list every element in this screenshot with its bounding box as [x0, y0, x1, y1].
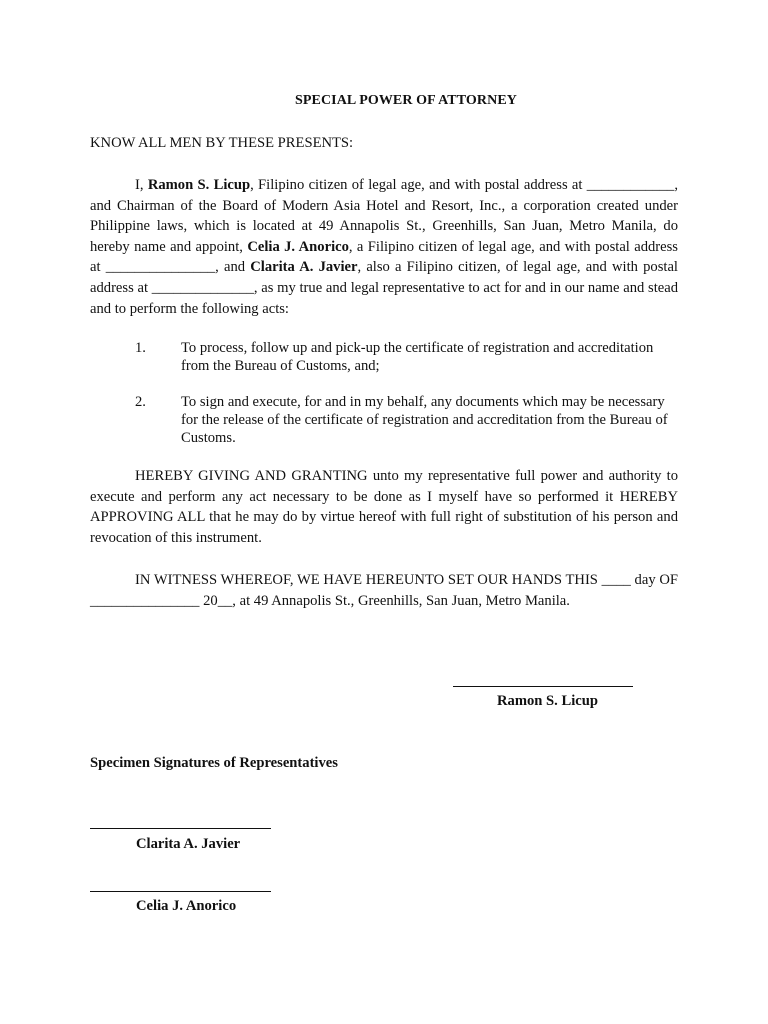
agent-name-2: Clarita A. Javier [250, 259, 358, 276]
intro-paragraph [90, 175, 678, 319]
act-text: To process, follow up and pick-up the certificate of registration and accreditation from the Bureau of Customs, and; [181, 340, 654, 374]
intro-text-2: , Filipino citizen of legal age, and with postal address at ____________, and Chairman of the Board of Modern Asia Hotel and Resort, Inc., a corporation created under Philippine laws, which is located at 49 Annapolis St., Greenhills, San Juan, Metro Manila, do hereby name and appoint, [90, 177, 678, 255]
principal-signature-name: Ramon S. Licup [497, 693, 598, 709]
principal-signature-line [453, 686, 633, 687]
act-number: 2. [135, 394, 146, 410]
act-item-1 [135, 339, 680, 375]
granting-paragraph: HEREBY GIVING AND GRANTING unto my representative full power and authority to execute and perform any act necessary to be done as I myself have so performed it HEREBY APPROVING ALL that he may do by virtue hereof with full right of substitution of his person and revocation of this instrument. [90, 468, 678, 546]
agent-name-1: Celia J. Anorico [247, 238, 349, 255]
witness-paragraph: IN WITNESS WHEREOF, WE HAVE HEREUNTO SET OUR HANDS THIS ____ day OF _______________ 20__, at 49 Annapolis St., Greenhills, San Juan, Metro Manila. [90, 572, 678, 609]
representative-signature-line-1 [90, 828, 271, 829]
intro-text-4: , also a Filipino citizen, of legal age, and with postal address at ______________, as my true and legal representative to act for and in our name and stead and to perform the following acts: [90, 259, 678, 317]
act-text: To sign and execute, for and in my behalf, any documents which may be necessary for the release of the certificate of registration and accreditation from the Bureau of Customs. [181, 394, 668, 446]
principal-name: Ramon S. Licup [147, 177, 251, 193]
intro-text-1: I, [135, 177, 148, 193]
document-title: SPECIAL POWER OF ATTORNEY [294, 93, 517, 108]
act-number: 1. [135, 340, 146, 356]
salutation: KNOW ALL MEN BY THESE PRESENTS: [90, 135, 354, 151]
representative-signature-name-2: Celia J. Anorico [136, 898, 237, 914]
intro-text-3: , a Filipino citizen of legal age, and with postal address at _______________, and [90, 238, 678, 276]
representative-signature-name-1: Clarita A. Javier [136, 836, 241, 852]
specimen-heading: Specimen Signatures of Representatives [90, 755, 338, 771]
act-item-2 [135, 393, 680, 447]
representative-signature-line-2 [90, 891, 271, 892]
